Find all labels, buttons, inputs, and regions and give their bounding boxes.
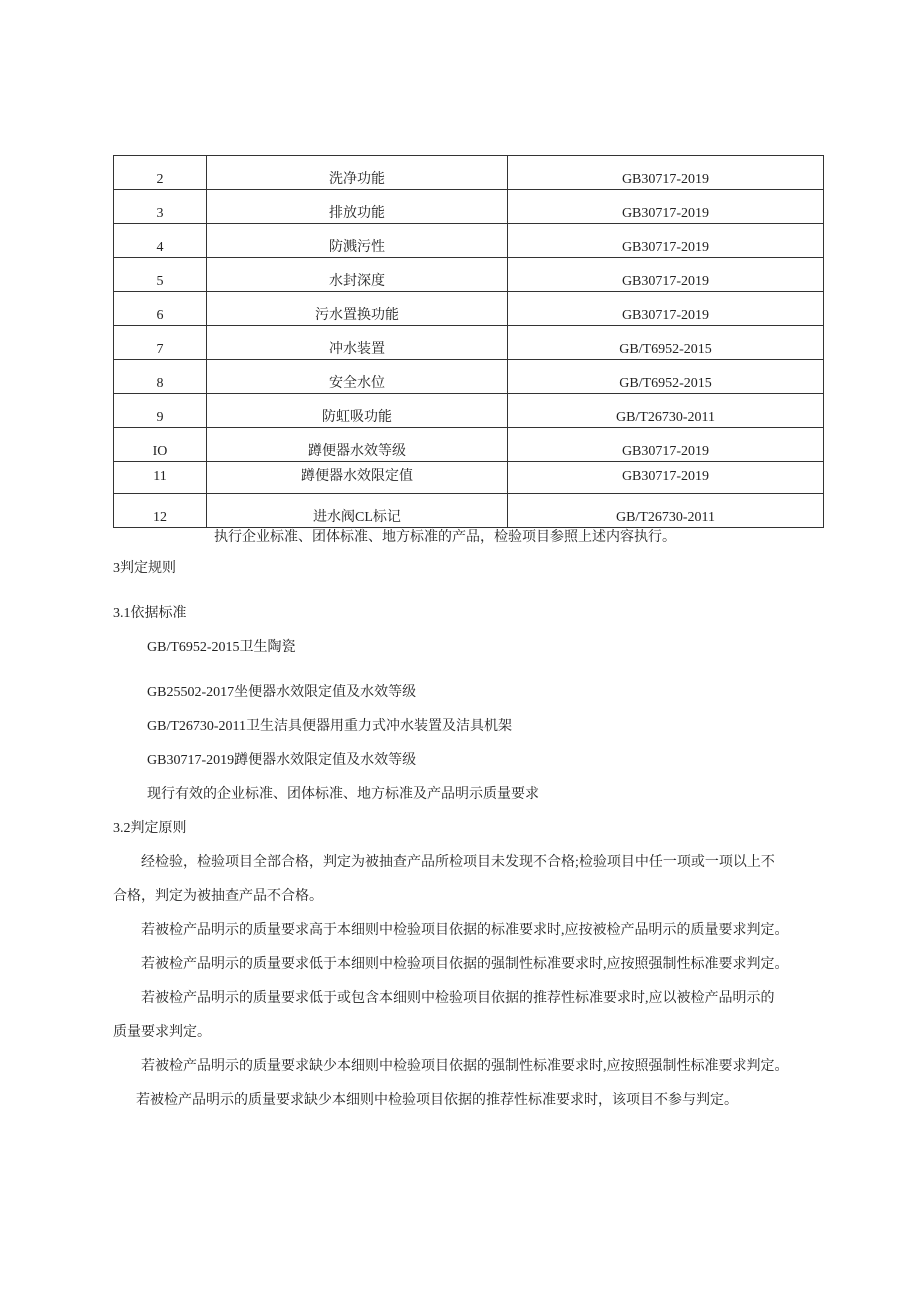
document-body [113,155,843,1126]
item-standard: GB30717-2019 [508,156,824,190]
table-row [114,360,824,394]
item-name: 水封深度 [207,258,508,292]
standard-item: 现行有效的企业标准、团体标准、地方标准及产品明示质量要求 [147,787,539,802]
item-number: 12 [114,494,207,528]
table-row [114,156,824,190]
item-name: 洗净功能 [207,156,508,190]
item-name: 排放功能 [207,190,508,224]
table-row [114,428,824,462]
item-name: 蹲便器水效限定值 [207,462,508,494]
principle-paragraph-cont: 合格，判定为被抽查产品不合格。 [113,889,323,904]
principle-paragraph: 若被检产品明示的质量要求缺少本细则中检验项目依据的推荐性标准要求时，该项目不参与判定。 [136,1093,738,1108]
table-row [114,494,824,528]
standard-item: GB/T6952-2015卫生陶瓷 [147,640,296,655]
principle-paragraph: 若被检产品明示的质量要求低于或包含本细则中检验项目依据的推荐性标准要求时,应以被检产品明示的 [141,991,775,1006]
item-number: 9 [114,394,207,428]
item-number: 8 [114,360,207,394]
item-standard: GB/T26730-2011 [508,494,824,528]
item-standard: GB30717-2019 [508,292,824,326]
item-number: 4 [114,224,207,258]
item-number: 7 [114,326,207,360]
section-3-2-title: 3.2判定原则 [113,821,187,836]
principle-paragraph: 若被检产品明示的质量要求低于本细则中检验项目依据的强制性标准要求时,应按照强制性标准要求判定。 [141,957,789,972]
principle-paragraph-cont: 质量要求判定。 [113,1025,211,1040]
item-standard: GB/T6952-2015 [508,360,824,394]
table-note: 执行企业标准、团体标准、地方标准的产品，检验项目参照上述内容执行。 [214,530,676,545]
standard-item: GB30717-2019蹲便器水效限定值及水效等级 [147,753,417,768]
item-name: 冲水装置 [207,326,508,360]
item-number: 3 [114,190,207,224]
table-row [114,292,824,326]
item-standard: GB30717-2019 [508,190,824,224]
standard-item: GB25502-2017坐便器水效限定值及水效等级 [147,685,417,700]
section-3-title: 3判定规则 [113,561,176,576]
item-standard: GB30717-2019 [508,224,824,258]
item-number: 6 [114,292,207,326]
table-row [114,462,824,494]
principle-paragraph: 若被检产品明示的质量要求缺少本细则中检验项目依据的强制性标准要求时,应按照强制性标准要求判定。 [141,1059,789,1074]
inspection-items-table [113,155,824,528]
item-standard: GB/T26730-2011 [508,394,824,428]
item-name: 进水阀CL标记 [207,494,508,528]
item-number: 5 [114,258,207,292]
principle-paragraph: 若被检产品明示的质量要求高于本细则中检验项目依据的标准要求时,应按被检产品明示的质量要求判定。 [141,923,789,938]
item-name: 防虹吸功能 [207,394,508,428]
item-standard: GB30717-2019 [508,258,824,292]
section-3-1-title: 3.1依据标准 [113,606,187,621]
item-name: 安全水位 [207,360,508,394]
item-number: IO [114,428,207,462]
item-name: 污水置换功能 [207,292,508,326]
table-row [114,394,824,428]
table-row [114,258,824,292]
table-row [114,190,824,224]
item-number: 2 [114,156,207,190]
table-row [114,224,824,258]
item-standard: GB30717-2019 [508,428,824,462]
item-name: 蹲便器水效等级 [207,428,508,462]
item-number: 11 [114,462,207,494]
principle-paragraph: 经检验，检验项目全部合格，判定为被抽查产品所检项目未发现不合格;检验项目中任一项或一项以上不 [141,855,775,870]
table-row [114,326,824,360]
item-name: 防溅污性 [207,224,508,258]
standard-item: GB/T26730-2011卫生洁具便器用重力式冲水装置及洁具机架 [147,719,513,734]
item-standard: GB/T6952-2015 [508,326,824,360]
item-standard: GB30717-2019 [508,462,824,494]
